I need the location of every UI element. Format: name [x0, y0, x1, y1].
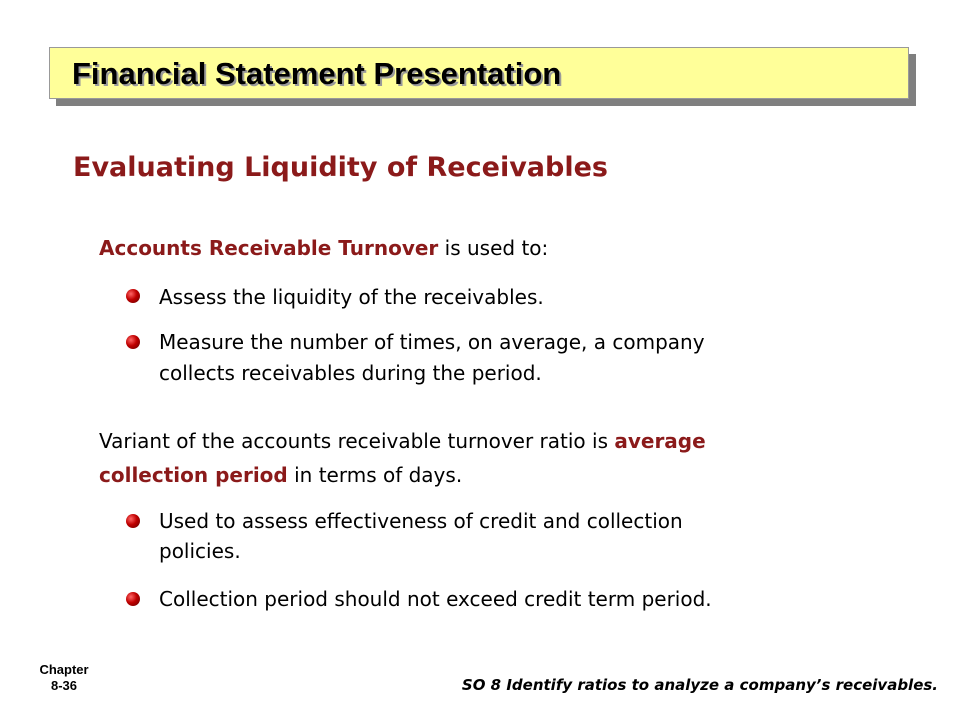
chapter-label: [36, 662, 92, 694]
title-banner: [49, 47, 909, 99]
collection-period-term: collection period: [99, 463, 288, 487]
average-term: average: [614, 429, 706, 453]
chapter-word: Chapter: [39, 662, 89, 677]
study-objective: SO 8 Identify ratios to analyze a company’s receivables.: [461, 676, 938, 694]
bullet-icon: [126, 335, 140, 349]
bullet-text-continued: policies.: [159, 539, 241, 563]
variant-intro-text: Variant of the accounts receivable turnover ratio is: [99, 429, 615, 453]
bullet-text: Assess the liquidity of the receivables.: [159, 285, 544, 309]
bullet-icon: [126, 514, 140, 528]
bullet-icon: [126, 592, 140, 606]
chapter-number: 8-36: [50, 678, 78, 693]
turnover-intro-rest: is used to:: [438, 236, 549, 260]
variant-intro-line2: [99, 462, 462, 488]
bullet-text-continued: collects receivables during the period.: [159, 361, 542, 385]
bullet-text: Collection period should not exceed credit term period.: [159, 587, 712, 611]
variant-intro-rest: in terms of days.: [287, 463, 463, 487]
bullet-text: Measure the number of times, on average, a company: [159, 330, 705, 354]
turnover-intro: [99, 235, 548, 261]
variant-intro-line1: [99, 428, 706, 454]
slide-title: Financial Statement Presentation: [72, 56, 562, 91]
turnover-term: Accounts Receivable Turnover: [99, 236, 439, 260]
bullet-icon: [126, 289, 140, 303]
section-heading: Evaluating Liquidity of Receivables: [73, 152, 608, 183]
bullet-text: Used to assess effectiveness of credit and collection: [159, 509, 683, 533]
